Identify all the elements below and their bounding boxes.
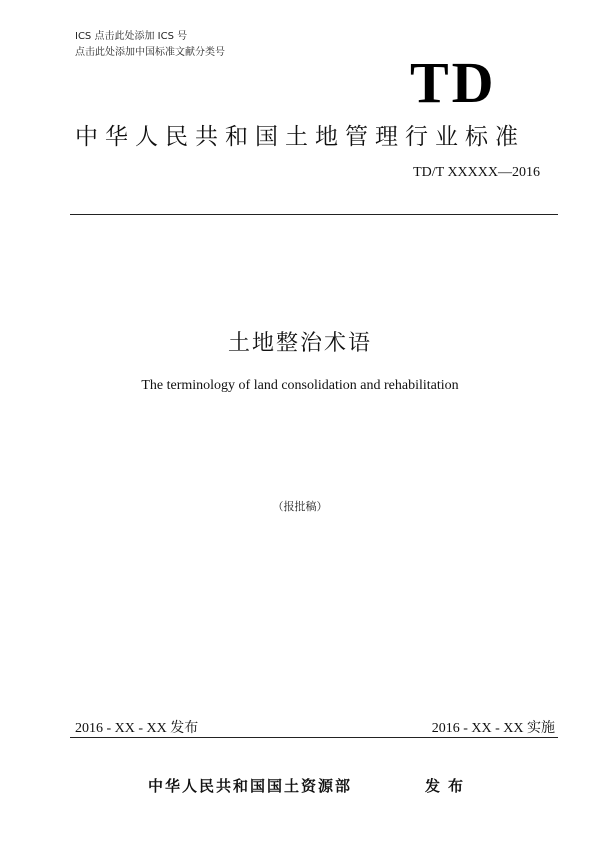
document-title-en: The terminology of land consolidation and rehabilitation: [141, 378, 459, 393]
ics-number: ICS 点击此处添加 ICS 号: [75, 31, 188, 42]
publish-date: 2016 - XX - XX 发布: [75, 721, 199, 736]
top-divider: [70, 214, 558, 215]
header-codes: [75, 29, 225, 61]
td-logo: TD: [410, 50, 497, 115]
issuing-authority: 中华人民共和国国土资源部: [148, 777, 353, 795]
implement-date: 2016 - XX - XX 实施: [431, 721, 555, 736]
standard-number: TD/T XXXXX—2016: [413, 165, 540, 180]
draft-status: （报批稿）: [272, 500, 328, 513]
ccs-classification: 点击此处添加中国标准文献分类号: [75, 47, 225, 58]
document-title-zh: 土地整治术语: [227, 331, 372, 356]
issue-label: 发布: [425, 777, 472, 795]
bottom-divider: [70, 737, 558, 738]
standard-category-title: 中华人民共和国土地管理行业标准: [75, 124, 525, 150]
